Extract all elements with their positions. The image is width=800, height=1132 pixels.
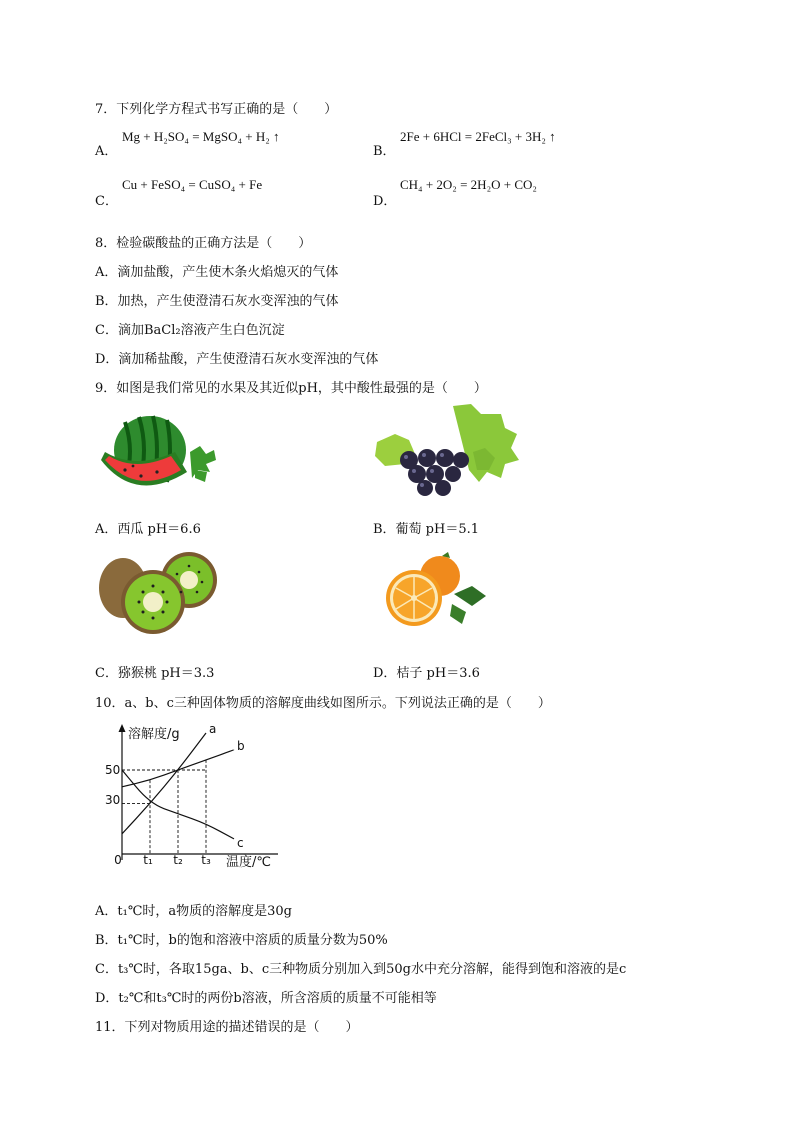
q9-option-b: B．葡萄 pH＝5.1 xyxy=(373,522,480,537)
q10-option-b: B．t₁℃时，b的饱和溶液中溶质的质量分数为50% xyxy=(95,933,388,948)
q7-option-c-formula: Cu + FeSO₄ = CuSO₄ + Fe xyxy=(122,177,263,192)
y-tick-30: 30 xyxy=(105,793,121,807)
q9-option-d: D．桔子 pH＝3.6 xyxy=(373,666,480,681)
q7-option-c-letter: C． xyxy=(95,194,118,209)
q10-option-c: C．t₃℃时，各取15ga、b、c三种物质分别加入到50g水中充分溶解，能得到饱和溶液的是c xyxy=(95,962,627,977)
q7-option-a-letter: A． xyxy=(95,144,118,159)
curve-label-b: b xyxy=(237,738,245,753)
q7-option-b-letter: B． xyxy=(373,144,396,159)
q8-stem: 8．检验碳酸盐的正确方法是（ ） xyxy=(95,236,312,251)
solubility-chart xyxy=(100,722,290,874)
q9-option-a: A．西瓜 pH＝6.6 xyxy=(95,522,201,537)
x-axis-label: 温度/℃ xyxy=(226,855,271,870)
q8-option-c: C．滴加BaCl₂溶液产生白色沉淀 xyxy=(95,323,285,338)
kiwi-icon xyxy=(97,548,222,642)
x-tick-t1: t₁ xyxy=(143,853,153,867)
q10-option-d: D．t₂℃和t₃℃时的两份b溶液，所含溶质的质量不可能相等 xyxy=(95,991,437,1006)
x-tick-t3: t₃ xyxy=(201,853,211,867)
q8-option-b: B．加热，产生使澄清石灰水变浑浊的气体 xyxy=(95,294,339,309)
y-axis-label: 溶解度/g xyxy=(128,727,180,742)
q10-stem: 10．a、b、c三种固体物质的溶解度曲线如图所示。下列说法正确的是（ ） xyxy=(95,696,551,711)
q8-option-a: A．滴加盐酸，产生使木条火焰熄灭的气体 xyxy=(95,265,339,280)
q7-option-a-formula: Mg + H₂SO₄ = MgSO₄ + H₂ ↑ xyxy=(122,129,280,144)
q8-option-d: D．滴加稀盐酸，产生使澄清石灰水变浑浊的气体 xyxy=(95,352,379,367)
watermelon-icon xyxy=(95,412,225,506)
q9-option-c: C．猕猴桃 pH＝3.3 xyxy=(95,666,215,681)
orange-icon xyxy=(382,552,487,636)
curve-label-a: a xyxy=(209,722,217,737)
grapes-icon xyxy=(373,402,523,506)
q7-option-b-formula: 2Fe + 6HCl = 2FeCl₃ + 3H₂ ↑ xyxy=(400,129,556,144)
q11-stem: 11．下列对物质用途的描述错误的是（ ） xyxy=(95,1020,359,1035)
y-tick-50: 50 xyxy=(105,763,121,777)
y-axis-arrow xyxy=(119,724,126,732)
q7-option-d-letter: D． xyxy=(373,194,397,209)
curve-label-c: c xyxy=(237,835,244,850)
q10-option-a: A．t₁℃时，a物质的溶解度是30g xyxy=(95,904,292,919)
q7-option-d-formula: CH₄ + 2O₂ = 2H₂O + CO₂ xyxy=(400,177,537,192)
x-tick-t2: t₂ xyxy=(173,853,183,867)
q9-stem: 9．如图是我们常见的水果及其近似pH，其中酸性最强的是（ ） xyxy=(95,381,487,396)
q7-stem: 7．下列化学方程式书写正确的是（ ） xyxy=(95,102,338,117)
origin-label: 0 xyxy=(114,853,122,867)
